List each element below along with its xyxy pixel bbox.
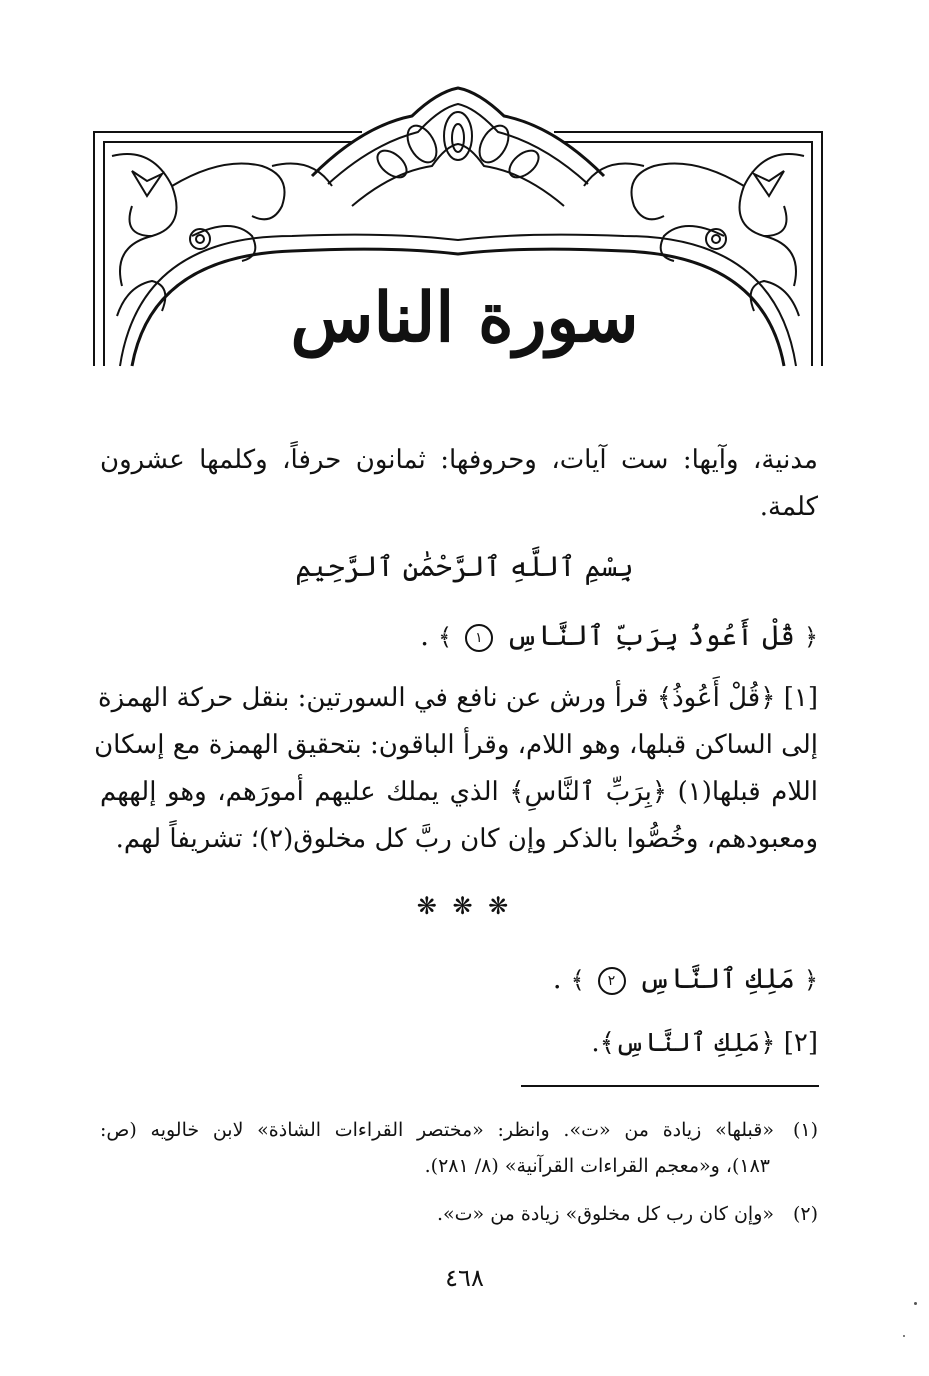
commentary-line: إلى الساكن قبلها، وهو اللام، وقرأ الباقون: بتحقيق الهمزة مع إسكان <box>94 730 818 760</box>
ornate-bracket-open: ﴿ <box>803 966 818 994</box>
footnote-number: (١) <box>792 1119 818 1141</box>
verse-end: . <box>552 962 562 995</box>
page-number: ٤٦٨ <box>445 1264 484 1292</box>
verse-text: قُلْ أَعُوذُ بِرَبِّ ٱلنَّاسِ <box>505 619 796 652</box>
verse-2 <box>100 955 818 1004</box>
commentary-line: اللام قبلها(١) ﴿بِرَبِّ ٱلنَّاسِ﴾ الذي يملك عليهم أمورَهم، وهو إلههم <box>100 777 819 807</box>
scan-speck <box>903 1335 905 1337</box>
verse-1 <box>100 612 818 661</box>
commentary-line: [٢] ﴿مَلِكِ ٱلنَّاسِ﴾. <box>591 1028 818 1058</box>
verse-number-marker: ٢ <box>598 967 626 995</box>
commentary-2 <box>100 1020 818 1067</box>
verse-number-marker: ١ <box>465 624 493 652</box>
verse-text: مَلِكِ ٱلنَّاسِ <box>638 962 796 995</box>
footnote-text: ١٨٣)، و«معجم القراءات القرآنية» (٨/ ٢٨١). <box>424 1155 770 1177</box>
intro-paragraph <box>100 437 818 531</box>
footnote-1 <box>100 1112 818 1184</box>
basmala: بِسْمِ ٱللَّهِ ٱلرَّحْمَٰنِ ٱلرَّحِيمِ <box>295 550 634 583</box>
surah-title: سورة الناس <box>290 278 639 358</box>
footnote-text: «قبلها» زيادة من «ت». وانظر: «مختصر القراءات الشاذة» لابن خالويه (ص: <box>100 1119 774 1141</box>
ornate-bracket-close: ﴾ <box>437 623 453 651</box>
ornate-bracket-close: ﴾ <box>570 966 585 994</box>
verse-end: . <box>420 619 430 652</box>
ornate-bracket-open: ﴿ <box>803 623 818 651</box>
section-separator: ❋ ❋ ❋ <box>416 892 513 920</box>
intro-line: مدنية، وآيها: ست آيات، وحروفها: ثمانون حرفاً، وكلمها عشرون <box>100 445 818 475</box>
scan-speck <box>914 1302 917 1305</box>
commentary-line: ومعبودهم، وخُصُّوا بالذكر وإن كان ربَّ كل مخلوق(٢)؛ تشريفاً لهم. <box>115 824 818 854</box>
commentary-1 <box>94 675 819 863</box>
footnote-divider <box>521 1085 819 1087</box>
footnote-number: (٢) <box>792 1203 818 1225</box>
intro-line: كلمة. <box>759 492 818 522</box>
commentary-line: [١] ﴿قُلْ أَعُوذُ﴾ قرأ ورش عن نافع في السورتين: بنقل حركة الهمزة <box>98 683 818 713</box>
footnote-text: «وإن كان رب كل مخلوق» زيادة من «ت». <box>437 1203 774 1225</box>
footnote-2 <box>100 1196 818 1232</box>
